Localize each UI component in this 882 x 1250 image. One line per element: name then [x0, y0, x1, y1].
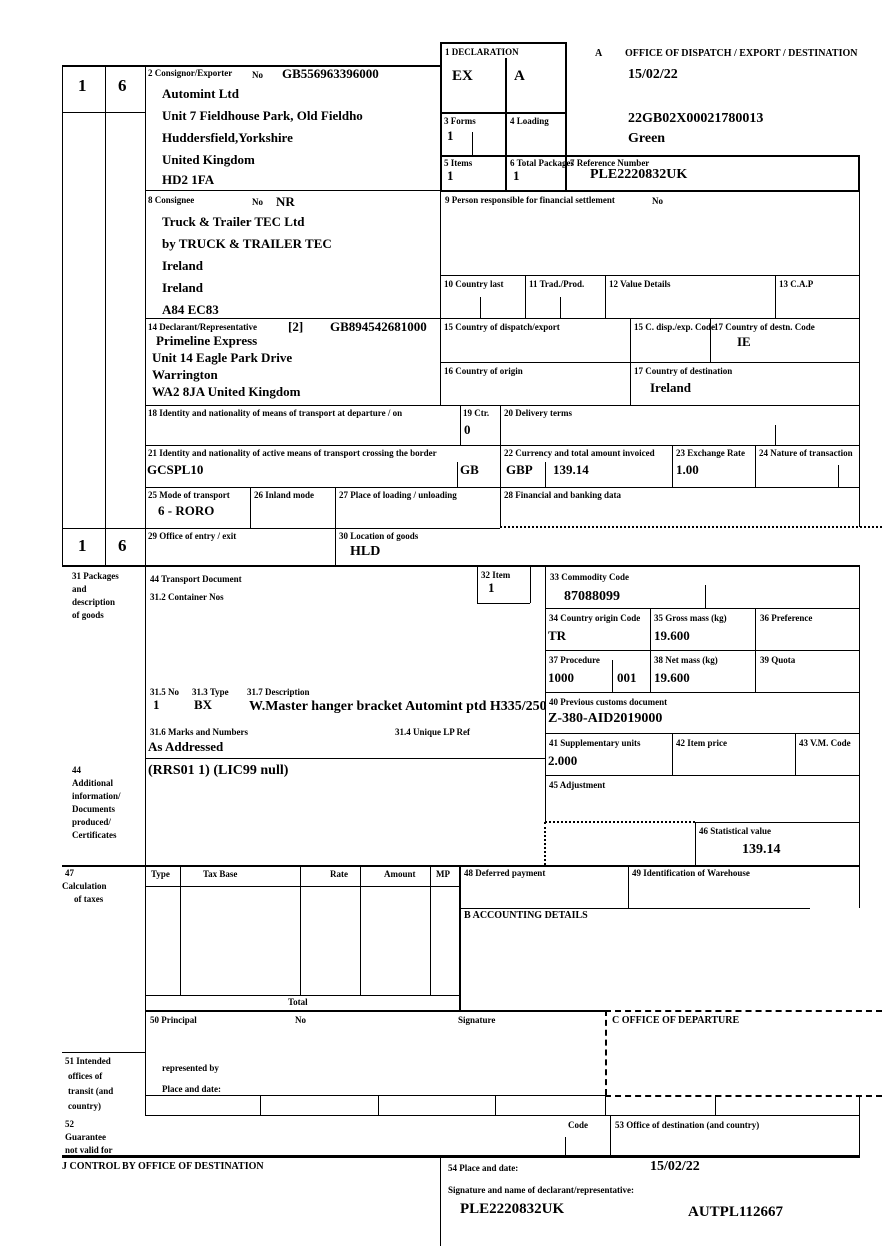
box51-label: transit (and	[68, 1086, 114, 1096]
border-line	[705, 585, 706, 608]
border-line	[145, 995, 460, 996]
border-line	[695, 822, 696, 865]
box20-label: 20 Delivery terms	[504, 408, 572, 418]
box2-no-label: No	[252, 70, 263, 80]
border-line	[477, 565, 478, 603]
border-line	[545, 733, 860, 734]
border-line	[440, 190, 860, 192]
box37-label: 37 Procedure	[549, 655, 600, 665]
border-line	[500, 405, 501, 528]
border-line	[838, 465, 839, 487]
consignor-city: Huddersfield,Yorkshire	[162, 130, 293, 145]
border-line	[105, 65, 106, 565]
goods-description: W.Master hanger bracket Automint ptd H335/250	[249, 699, 547, 714]
exchange-rate: 1.00	[676, 462, 699, 477]
dashed-line	[605, 1010, 882, 1012]
box5-label: 5 Items	[444, 158, 473, 168]
border-line	[62, 65, 63, 565]
dotted-line	[545, 821, 695, 823]
total-packages-value: 1	[513, 168, 520, 183]
items-value: 1	[447, 168, 454, 183]
box22-label: 22 Currency and total amount invoiced	[504, 448, 655, 458]
acceptance-date: 15/02/22	[628, 67, 678, 82]
box6-label: 6 Total Packages	[510, 158, 575, 168]
gross-mass: 19.600	[654, 628, 690, 643]
box7-label: 7 Reference Number	[570, 158, 650, 168]
border-line	[62, 565, 860, 567]
box45-label: 45 Adjustment	[549, 780, 606, 790]
net-mass: 19.600	[654, 670, 690, 685]
box18-label: 18 Identity and nationality of means of transport at departure / on	[148, 408, 403, 418]
border-line	[440, 155, 860, 157]
border-line	[775, 275, 776, 318]
border-line	[477, 603, 530, 604]
box10-label: 10 Country last	[444, 279, 504, 289]
border-line	[145, 487, 860, 488]
border-line	[715, 1095, 716, 1115]
box50-signature-label: Signature	[458, 1015, 496, 1025]
box9-no-label: No	[652, 196, 663, 206]
border-line	[440, 42, 442, 190]
box34-label: 34 Country origin Code	[549, 613, 641, 623]
authorisation-number: AUTPL112667	[688, 1204, 784, 1220]
declarant-name: Primeline Express	[156, 333, 258, 348]
copy-part-number: 1	[78, 76, 87, 95]
border-line	[459, 865, 461, 1010]
border-line	[545, 692, 860, 693]
box31-2-label: 31.2 Container Nos	[150, 592, 224, 602]
border-line	[335, 487, 336, 565]
border-line	[145, 1115, 860, 1116]
border-line	[260, 1095, 261, 1115]
border-line	[672, 733, 673, 775]
border-line	[145, 65, 146, 1115]
border-line	[858, 155, 860, 190]
border-line	[775, 425, 776, 445]
consignee-postcode: A84 EC83	[162, 302, 219, 317]
j-control-label: J CONTROL BY OFFICE OF DESTINATION	[62, 1161, 264, 1172]
box50-place-date-label: Place and date:	[162, 1084, 221, 1094]
invoice-currency: GBP	[506, 462, 533, 477]
declaration-date: 15/02/22	[650, 1159, 700, 1174]
border-line	[565, 1137, 566, 1155]
border-line	[440, 275, 860, 276]
box38-label: 38 Net mass (kg)	[654, 655, 718, 665]
additional-information: (RRS01 1) (LIC99 null)	[148, 763, 289, 778]
border-line	[250, 487, 251, 528]
box31-label: of goods	[72, 610, 104, 620]
border-line	[62, 112, 145, 113]
border-line	[62, 865, 860, 867]
box36-label: 36 Preference	[760, 613, 813, 623]
border-line	[145, 318, 860, 319]
representative-code: [2]	[288, 319, 304, 334]
box31-label: 31 Packages	[72, 571, 119, 581]
box26-label: 26 Inland mode	[254, 490, 315, 500]
movement-reference-number: 22GB02X00021780013	[628, 111, 764, 126]
box44-label: produced/	[72, 817, 111, 827]
border-line	[530, 565, 531, 603]
border-line	[795, 733, 796, 775]
dotted-line	[544, 822, 546, 865]
border-line	[145, 405, 860, 406]
border-line	[545, 608, 860, 609]
item-desc-label: 31.7 Description	[247, 687, 310, 697]
box54-label: 54 Place and date:	[448, 1163, 519, 1173]
border-line	[628, 865, 629, 908]
box44-label: Additional	[72, 778, 114, 788]
box32-label: 32 Item	[481, 570, 511, 580]
dashed-line	[605, 1095, 882, 1097]
box41-label: 41 Supplementary units	[549, 738, 641, 748]
border-line	[630, 318, 631, 405]
item-no-label: 31.5 No	[150, 687, 179, 697]
border-line	[145, 886, 460, 887]
box29-label: 29 Office of entry / exit	[148, 531, 237, 541]
declaration-subtype: A	[514, 68, 525, 84]
border-line	[360, 865, 361, 995]
box42-label: 42 Item price	[676, 738, 727, 748]
border-line	[145, 445, 860, 446]
transport-identity: GCSPL10	[147, 462, 204, 477]
box44t-label: 44 Transport Document	[150, 574, 242, 584]
border-line	[300, 865, 301, 995]
box52-label: Guarantee	[65, 1132, 106, 1142]
box4-label: 4 Loading	[510, 116, 549, 126]
consignee-number: NR	[276, 194, 295, 209]
goods-location: HLD	[350, 544, 381, 559]
border-line	[180, 865, 181, 995]
border-line	[755, 445, 756, 487]
border-line	[612, 660, 613, 692]
item-marks-label: 31.6 Marks and Numbers	[150, 727, 249, 737]
box44-label: Certificates	[72, 830, 117, 840]
box24-label: 24 Nature of transaction	[759, 448, 853, 458]
item-lp-label: 31.4 Unique LP Ref	[395, 727, 471, 737]
destination-country-code: IE	[737, 334, 751, 349]
box30-label: 30 Location of goods	[339, 531, 419, 541]
box51-label: country)	[68, 1101, 101, 1111]
box19-label: 19 Ctr.	[463, 408, 490, 418]
consignee-city: Ireland	[162, 258, 203, 273]
item-number: 1	[488, 580, 495, 595]
border-line	[545, 462, 546, 487]
consignee-address: by TRUCK & TRAILER TEC	[162, 236, 332, 251]
border-line	[378, 1095, 379, 1115]
border-line	[440, 1158, 441, 1246]
box1-label: 1 DECLARATION	[445, 47, 519, 57]
box48-label: 48 Deferred payment	[464, 868, 546, 878]
box28-label: 28 Financial and banking data	[504, 490, 622, 500]
border-line	[525, 275, 526, 318]
box8-no-label: No	[252, 197, 263, 207]
tax-total-label: Total	[288, 997, 308, 1007]
tax-col-taxbase: Tax Base	[203, 869, 238, 879]
declarant-city: Warrington	[152, 367, 218, 382]
office-a-letter: A	[595, 48, 603, 59]
border-line	[505, 58, 507, 190]
border-line	[62, 65, 440, 67]
item-type-label: 31.3 Type	[192, 687, 229, 697]
declarant-eori: GB894542681000	[330, 319, 427, 334]
border-line	[650, 608, 651, 692]
border-line	[610, 1115, 611, 1155]
border-line	[460, 908, 810, 909]
procedure-code-extra: 001	[617, 670, 637, 685]
border-line	[480, 297, 481, 318]
border-line	[472, 132, 473, 155]
box49-label: 49 Identification of Warehouse	[632, 868, 750, 878]
declarant-reference: PLE2220832UK	[460, 1201, 565, 1217]
box15a-label: 15 C. disp./exp. Code	[634, 322, 716, 332]
box51-label: 51 Intended	[65, 1056, 111, 1066]
declarant-postcode-country: WA2 8JA United Kingdom	[152, 384, 301, 399]
box50-no-label: No	[295, 1015, 306, 1025]
border-line	[560, 297, 561, 318]
box17-label: 17 Country of destination	[634, 366, 733, 376]
border-line	[460, 405, 461, 445]
box8-label: 8 Consignee	[148, 195, 195, 205]
box52-label: not valid for	[65, 1145, 113, 1155]
border-line	[545, 565, 546, 822]
border-line	[859, 190, 860, 527]
box31-label: description	[72, 597, 116, 607]
border-line	[145, 758, 545, 759]
border-line	[440, 42, 567, 44]
box21-label: 21 Identity and nationality of active means of transport crossing the border	[148, 448, 437, 458]
tax-col-rate: Rate	[330, 869, 348, 879]
procedure-code: 1000	[548, 670, 574, 685]
border-line	[545, 775, 860, 776]
marks-and-numbers: As Addressed	[148, 739, 224, 754]
copy-code-number: 6	[118, 76, 127, 95]
transport-nationality: GB	[460, 462, 479, 477]
package-count: 1	[153, 697, 160, 712]
box9-label: 9 Person responsible for financial settlement	[445, 195, 615, 205]
border-line	[440, 190, 441, 405]
box12-label: 12 Value Details	[609, 279, 671, 289]
c-office-label: C OFFICE OF DEPARTURE	[612, 1015, 740, 1026]
box35-label: 35 Gross mass (kg)	[654, 613, 727, 623]
box13-label: 13 C.A.P	[779, 279, 814, 289]
box47-label: of taxes	[74, 894, 104, 904]
declaration-type: EX	[452, 68, 473, 84]
statistical-value: 139.14	[742, 842, 781, 857]
package-type: BX	[194, 697, 213, 712]
border-line	[545, 650, 860, 651]
box17a-label: 17 Country of destn. Code	[714, 322, 815, 332]
box44-label: Documents	[72, 804, 115, 814]
border-line	[145, 190, 440, 191]
box15-label: 15 Country of dispatch/export	[444, 322, 560, 332]
box31-label: and	[72, 584, 87, 594]
copy-part-number: 1	[78, 536, 87, 555]
box23-label: 23 Exchange Rate	[676, 448, 745, 458]
border-line	[440, 362, 860, 363]
border-line	[145, 1095, 605, 1096]
dashed-line	[605, 1010, 607, 1095]
declarant-address: Unit 14 Eagle Park Drive	[152, 350, 293, 365]
office-a-title: OFFICE OF DISPATCH / EXPORT / DESTINATION	[625, 48, 858, 59]
consignor-name: Automint Ltd	[162, 86, 239, 101]
box54-signature-label: Signature and name of declarant/representative:	[448, 1185, 634, 1195]
border-line	[62, 1155, 860, 1158]
box46-label: 46 Statistical value	[699, 826, 771, 836]
border-line	[859, 565, 860, 908]
box27-label: 27 Place of loading / unloading	[339, 490, 457, 500]
origin-country-code: TR	[548, 628, 567, 643]
border-line	[430, 865, 431, 995]
copy-code-number: 6	[118, 536, 127, 555]
border-line	[605, 275, 606, 318]
box11-label: 11 Trad./Prod.	[529, 279, 585, 289]
border-line	[672, 445, 673, 487]
box16-label: 16 Country of origin	[444, 366, 523, 376]
consignee-name: Truck & Trailer TEC Ltd	[162, 214, 305, 229]
border-line	[695, 822, 860, 823]
box52-label: 52	[65, 1119, 74, 1129]
box50-label: 50 Principal	[150, 1015, 197, 1025]
box2-label: 2 Consignor/Exporter	[148, 68, 233, 78]
border-line	[145, 1010, 605, 1012]
dotted-line	[500, 526, 882, 528]
destination-country: Ireland	[650, 380, 691, 395]
tax-col-amount: Amount	[384, 869, 416, 879]
commodity-code: 87088099	[564, 589, 620, 604]
consignor-address: Unit 7 Fieldhouse Park, Old Fieldho	[162, 108, 363, 123]
border-line	[605, 1095, 606, 1115]
box44-label: information/	[72, 791, 121, 801]
invoice-amount: 139.14	[553, 462, 589, 477]
box47-label: Calculation	[62, 881, 107, 891]
accounting-details-label: B ACCOUNTING DETAILS	[464, 910, 588, 921]
box14-label: 14 Declarant/Representative	[148, 322, 258, 332]
consignor-postcode: HD2 1FA	[162, 172, 215, 187]
tax-col-type: Type	[151, 869, 170, 879]
container-indicator: 0	[464, 422, 471, 437]
previous-document: Z-380-AID2019000	[548, 711, 663, 726]
supplementary-units: 2.000	[548, 753, 578, 768]
consignee-country: Ireland	[162, 280, 203, 295]
forms-value: 1	[447, 128, 454, 143]
border-line	[62, 1052, 145, 1053]
box3-label: 3 Forms	[444, 116, 476, 126]
tax-col-mp: MP	[436, 869, 450, 879]
box44-label: 44	[72, 765, 81, 775]
box33-label: 33 Commodity Code	[550, 572, 629, 582]
box40-label: 40 Previous customs document	[549, 697, 668, 707]
box51-label: offices of	[68, 1071, 103, 1081]
border-line	[495, 1095, 496, 1115]
border-line	[755, 608, 756, 692]
box53-label: 53 Office of destination (and country)	[615, 1120, 760, 1130]
box43-label: 43 V.M. Code	[799, 738, 851, 748]
box52-code-label: Code	[568, 1120, 588, 1130]
routing-status: Green	[628, 131, 666, 146]
border-line	[457, 462, 458, 487]
border-line	[440, 112, 567, 114]
consignor-eori: GB556963396000	[282, 66, 379, 81]
reference-number-value: PLE2220832UK	[590, 167, 688, 182]
box47-label: 47	[65, 868, 74, 878]
box39-label: 39 Quota	[760, 655, 796, 665]
box25-label: 25 Mode of transport	[148, 490, 230, 500]
mode-of-transport: 6 - RORO	[158, 503, 215, 518]
box50-represented-label: represented by	[162, 1063, 219, 1073]
border-line	[859, 1095, 860, 1155]
consignor-country: United Kingdom	[162, 152, 255, 167]
border-line	[62, 528, 500, 529]
